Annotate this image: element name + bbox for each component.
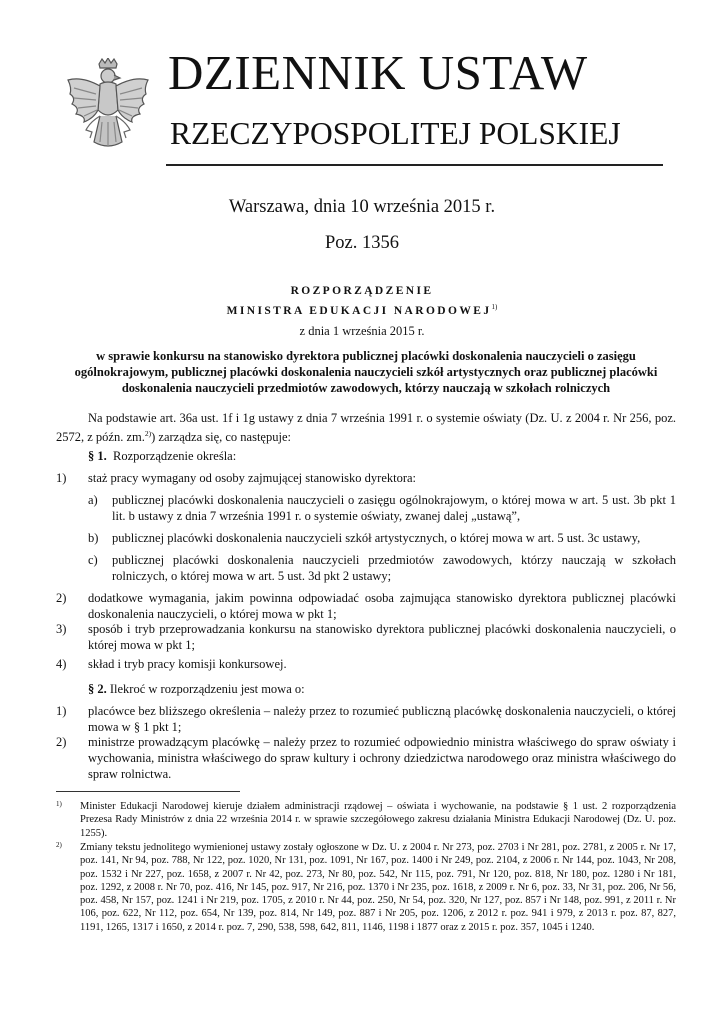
- act-issuer: [0, 303, 724, 317]
- section-1-heading: [88, 448, 236, 464]
- header-rule: [166, 164, 663, 166]
- sublist-item: publicznej placówki doskonalenia nauczycieli przedmiotów zawodowych, którzy nauczają w szkołach rolniczych, o której mowa w art. 5 ust. 3d pkt 2 ustawy;: [112, 553, 676, 583]
- section-1-intro: Rozporządzenie określa:: [113, 449, 237, 463]
- list-item: dodatkowe wymagania, jakim powinna odpowiadać osoba zajmująca stanowisko dyrektora publicznej placówki doskonalenia nauczycieli, o której mowa w pkt 1;: [88, 591, 676, 621]
- sublist-letter: b): [88, 531, 99, 545]
- list-item: sposób i tryb przeprowadzania konkursu na stanowisko dyrektora publicznej placówki doskonalenia nauczycieli, o której mowa w pkt 1;: [88, 622, 676, 652]
- act-type: ROZPORZĄDZENIE: [290, 285, 434, 297]
- list-number: 3): [56, 622, 67, 636]
- section-2-intro: Ilekroć w rozporządzeniu jest mowa o:: [109, 682, 305, 696]
- footnote-number: 1): [56, 800, 62, 808]
- footnote-number: 2): [56, 841, 62, 849]
- act-issuer-text: MINISTRA EDUKACJI NARODOWEJ: [226, 305, 492, 317]
- footnote-text: Zmiany tekstu jednolitego wymienionej ustawy zostały ogłoszone w Dz. U. z 2004 r. Nr 273, poz. 2703 i Nr 281, poz. 2781, z 2005 r. Nr 17, poz. 141, Nr 94, poz. 788, Nr 122, poz. 1020, Nr 131, poz. 1091, Nr 167, poz. 1400 i Nr 249, poz. 2104, z 2006 r. Nr 144, poz. 1043, Nr 208, poz. 1532 i Nr 227, poz. 1658, z 2007 r. Nr 42, poz. 273, Nr 80, poz. 542, Nr 115, poz. 791, Nr 120, poz. 818, Nr 180, poz. 1280 i Nr 181, poz. 1292, z 2008 r. Nr 70, poz. 416, Nr 145, poz. 917, Nr 216, poz. 1370 i Nr 235, poz. 1618, z 2009 r. Nr 6, poz. 33, Nr 31, poz. 206, Nr 56, poz. 458, Nr 157, poz. 1241 i Nr 219, poz. 1705, z 2010 r. Nr 44, poz. 250, Nr 54, poz. 320, Nr 127, poz. 857 i Nr 148, poz. 991, z 2011 r. Nr 106, poz. 622, Nr 112, poz. 654, Nr 139, poz. 814, Nr 149, poz. 887 i Nr 205, poz. 1206, z 2012 r. poz. 941 i 979, z 2013 r. poz. 87, 827, 1191, 1265, 1317 i 1650, z 2014 r. poz. 7, 290, 538, 598, 642, 811, 1146, 1198 i 1877 oraz z 2015 r. poz. 357, 1045 i 1240.: [80, 842, 676, 933]
- footnote-divider: [56, 791, 240, 792]
- publication-date: Warszawa, dnia 10 września 2015 r.: [228, 197, 496, 217]
- list-item: ministrze prowadzącym placówkę – należy przez to rozumieć odpowiednio ministra właściwego do spraw oświaty i wychowania, ministra właściwego do spraw kultury i ochrony dziedzictwa narodowego oraz ministra właściwego do spraw rolnictwa.: [88, 735, 676, 781]
- preamble-footnote-ref: 2): [144, 429, 152, 438]
- list-number: 4): [56, 657, 67, 671]
- sublist-letter: a): [88, 493, 98, 507]
- list-number: 1): [56, 704, 67, 718]
- issuer-footnote-ref: 1): [491, 303, 498, 311]
- list-item: placówce bez bliższego określenia – należy przez to rozumieć publiczną placówkę doskonalenia nauczycieli, o której mowa w § 1 pkt 1;: [88, 704, 676, 734]
- polish-eagle-emblem-icon: [62, 58, 154, 156]
- section-2-label: § 2.: [88, 682, 107, 696]
- section-1-label: § 1.: [88, 449, 107, 463]
- journal-subtitle: RZECZYPOSPOLITEJ POLSKIEJ: [170, 116, 621, 151]
- preamble: [56, 410, 676, 445]
- list-item: skład i tryb pracy komisji konkursowej.: [88, 657, 287, 671]
- sublist-item: publicznej placówki doskonalenia nauczycieli o zasięgu ogólnokrajowym, o której mowa w art. 5 ust. 3b pkt 1 lit. b ustawy z dnia 7 września 1991 r. o systemie oświaty, zwanej dalej „ustawą”,: [112, 493, 676, 523]
- list-number: 1): [56, 471, 67, 485]
- act-subject: w sprawie konkursu na stanowisko dyrektora publicznej placówki doskonalenia nauczycieli o zasięgu ogólnokrajowym, publicznej placówki doskonalenia nauczycieli szkół artystycznych oraz publicznej placówki doskonalenia nauczycieli przedmiotów zawodowych, którzy nauczają w szkołach rolniczych: [74, 349, 658, 395]
- list-number: 2): [56, 735, 67, 749]
- list-number: 2): [56, 591, 67, 605]
- journal-title: DZIENNIK USTAW: [168, 45, 588, 100]
- preamble-text-end: ) zarządza się, co następuje:: [151, 430, 291, 445]
- act-issue-date: z dnia 1 września 2015 r.: [299, 324, 425, 338]
- footnote-text: Minister Edukacji Narodowej kieruje działem administracji rządowej – oświata i wychowanie, na podstawie § 1 ust. 2 rozporządzenia Prezesa Rady Ministrów z dnia 22 września 2014 r. w sprawie szczegółowego zakresu działania Ministra Edukacji Narodowej (Dz. U. poz. 1255).: [80, 801, 676, 839]
- position-number: Poz. 1356: [325, 233, 399, 253]
- preamble-text: Na podstawie art. 36a ust. 1f i 1g ustawy z dnia 7 września 1991 r. o systemie oświaty (Dz. U. z 2004 r. Nr 256, poz. 2572, z późn. zm.: [56, 411, 676, 445]
- sublist-letter: c): [88, 553, 98, 567]
- sublist-item: publicznej placówki doskonalenia nauczycieli szkół artystycznych, o której mowa w art. 5 ust. 3c ustawy,: [112, 531, 641, 545]
- list-item: staż pracy wymagany od osoby zajmującej stanowisko dyrektora:: [88, 471, 417, 485]
- section-2-heading: [88, 681, 305, 697]
